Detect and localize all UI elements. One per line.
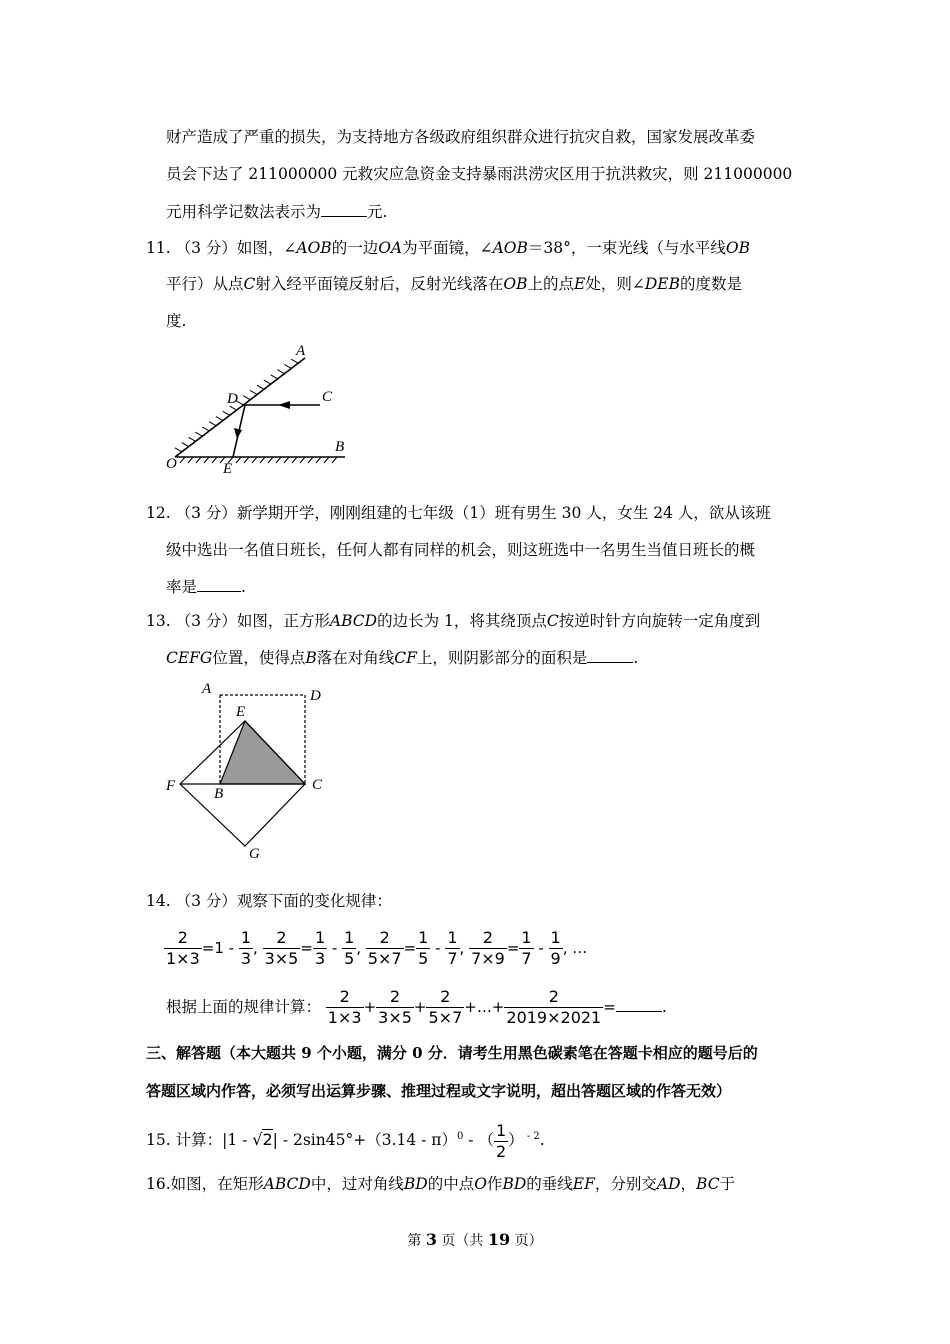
arrow-head-icon [278,401,290,409]
hatch-mark [332,457,337,463]
question-number: 14. [146,892,171,910]
hatch-mark [292,457,297,463]
hatch-mark [180,457,185,463]
hatch-mark [260,457,265,463]
label-E: E [236,704,246,720]
q14-sequence: $\frac{2}{1\times 3}$ =1 - $\frac{1}{3}$ , $\frac{2}{3\times 5}$ = $\frac{1}{3}$ - $\frac{1}{5}$ , $\frac{2}{5\times 7}$ = $\frac{1}{5}$ - $\frac{1}{7}$ , $\frac{2}{7\times 9}$ = $\frac{1}{7}$ - $\frac{1}{9}$ , … [166,928,588,968]
question-number: 12. [146,504,171,522]
hatch-mark [175,448,182,452]
page-number: 3 [425,1230,437,1249]
answer-blank [321,202,367,217]
sqrt-symbol: √2 [252,1130,273,1150]
answer-blank [197,577,241,592]
q13-figure [160,676,340,866]
hatch-mark [257,385,264,389]
question-number: 13. [146,612,171,630]
answer-blank [587,648,633,663]
hatch-mark [182,443,189,447]
answer-blank [616,997,662,1012]
q10-line1: 财产造成了严重的损失，为支持地方各级政府组织群众进行抗灾自救，国家发展改革委 [166,128,756,146]
q12-line2: 级中选出一名值日班长，任何人都有同样的机会，则这班选中一名男生当值日班长的概 [166,541,756,559]
hatch-mark [284,364,291,368]
label-A: A [202,681,212,697]
hatch-mark [212,457,217,463]
hatch-mark [202,427,209,431]
question-number: 15. [146,1131,171,1150]
hatch-mark [244,457,249,463]
label-C: C [312,777,323,793]
question-number: 16. [146,1175,171,1193]
q11-line3: 度. [166,312,187,330]
hatch-mark [268,457,273,463]
ground-hatching [180,457,337,463]
hatch-mark [236,457,241,463]
hatch-mark [209,422,216,426]
label-F: F [166,778,176,794]
hatch-mark [308,457,313,463]
q16-line1: 16.如图，在矩形ABCD中，过对角线BD的中点O作BD的垂线EF，分别交AD，BC于 [146,1175,736,1193]
hatch-mark [250,390,257,394]
q11-figure [160,340,360,475]
hatch-mark [223,411,230,415]
hatch-mark [204,457,209,463]
hatch-mark [300,457,305,463]
label-A: A [296,343,306,359]
q15: 15. 计算：|1 - √2| - 2sin45°+（3.14 - π）$^0$ - （ $\frac{1}{2}$ ） $^{- 2}$. [146,1120,545,1161]
hatch-mark [284,457,289,463]
hatch-mark [189,437,196,441]
hatch-mark [243,396,250,400]
q13-line1: 13. （3 分）如图，正方形ABCD的边长为 1，将其绕顶点C按逆时针方向旋转一定角度到 [146,612,761,630]
page-footer: 第 3 页（共 19 页） [407,1230,543,1249]
section3-heading-line1: 三、解答题（本大题共 9 个小题，满分 0 分．请考生用黑色碳素笔在答题卡相应的题号后的 [146,1044,758,1062]
q12-line1: 12. （3 分）新学期开学，刚刚组建的七年级（1）班有男生 30 人，女生 24 人，欲从该班 [146,504,771,522]
label-B: B [214,786,224,802]
hatch-mark [195,432,202,436]
hatch-mark [291,359,298,363]
q11-line2: 平行）从点C射入经平面镜反射后，反射光线落在OB上的点E处，则∠DEB的度数是 [166,275,743,293]
label-E: E [223,461,233,475]
label-C: C [322,389,333,405]
q14-calc: 根据上面的规律计算： $\frac{2}{1\times 3}$ + $\frac{2}{3\times 5}$ + $\frac{2}{5\times 7}$ +…+ $\frac{2}{2019\times 2021}$ = . [166,987,667,1027]
label-B: B [335,439,345,455]
hatch-mark [196,457,201,463]
question-number: 11. [146,239,171,257]
hatch-mark [271,375,278,379]
hatch-mark [188,457,193,463]
q10-line3: 元用科学记数法表示为 元. [166,203,388,221]
label-D: D [227,391,238,407]
hatch-mark [324,457,329,463]
hatch-mark [277,370,284,374]
hatch-mark [316,457,321,463]
label-O: O [166,456,177,472]
hatch-mark [264,380,271,384]
hatch-mark [252,457,257,463]
label-G: G [249,846,260,862]
hatch-mark [276,457,281,463]
q12-line3: 率是 . [166,578,246,596]
q13-line2: CEFG位置，使得点B落在对角线CF上，则阴影部分的面积是 . [166,649,639,667]
q10-line2: 员会下达了 211000000 元救灾应急资金支持暴雨洪涝灾区用于抗洪救灾，则 211000000 [166,165,793,183]
section3-heading-line2: 答题区域内作答，必须写出运算步骤、推理过程或文字说明，超出答题区域的作答无效） [146,1082,732,1100]
shaded-region [220,721,305,784]
q14-line1: 14. （3 分）观察下面的变化规律： [146,892,392,910]
label-D: D [310,688,321,704]
total-pages: 19 [487,1230,511,1249]
q11-line1: 11. （3 分）如图，∠AOB的一边OA为平面镜，∠AOB＝38°，一束光线（与水平线OB [146,239,750,257]
hatch-mark [216,417,223,421]
